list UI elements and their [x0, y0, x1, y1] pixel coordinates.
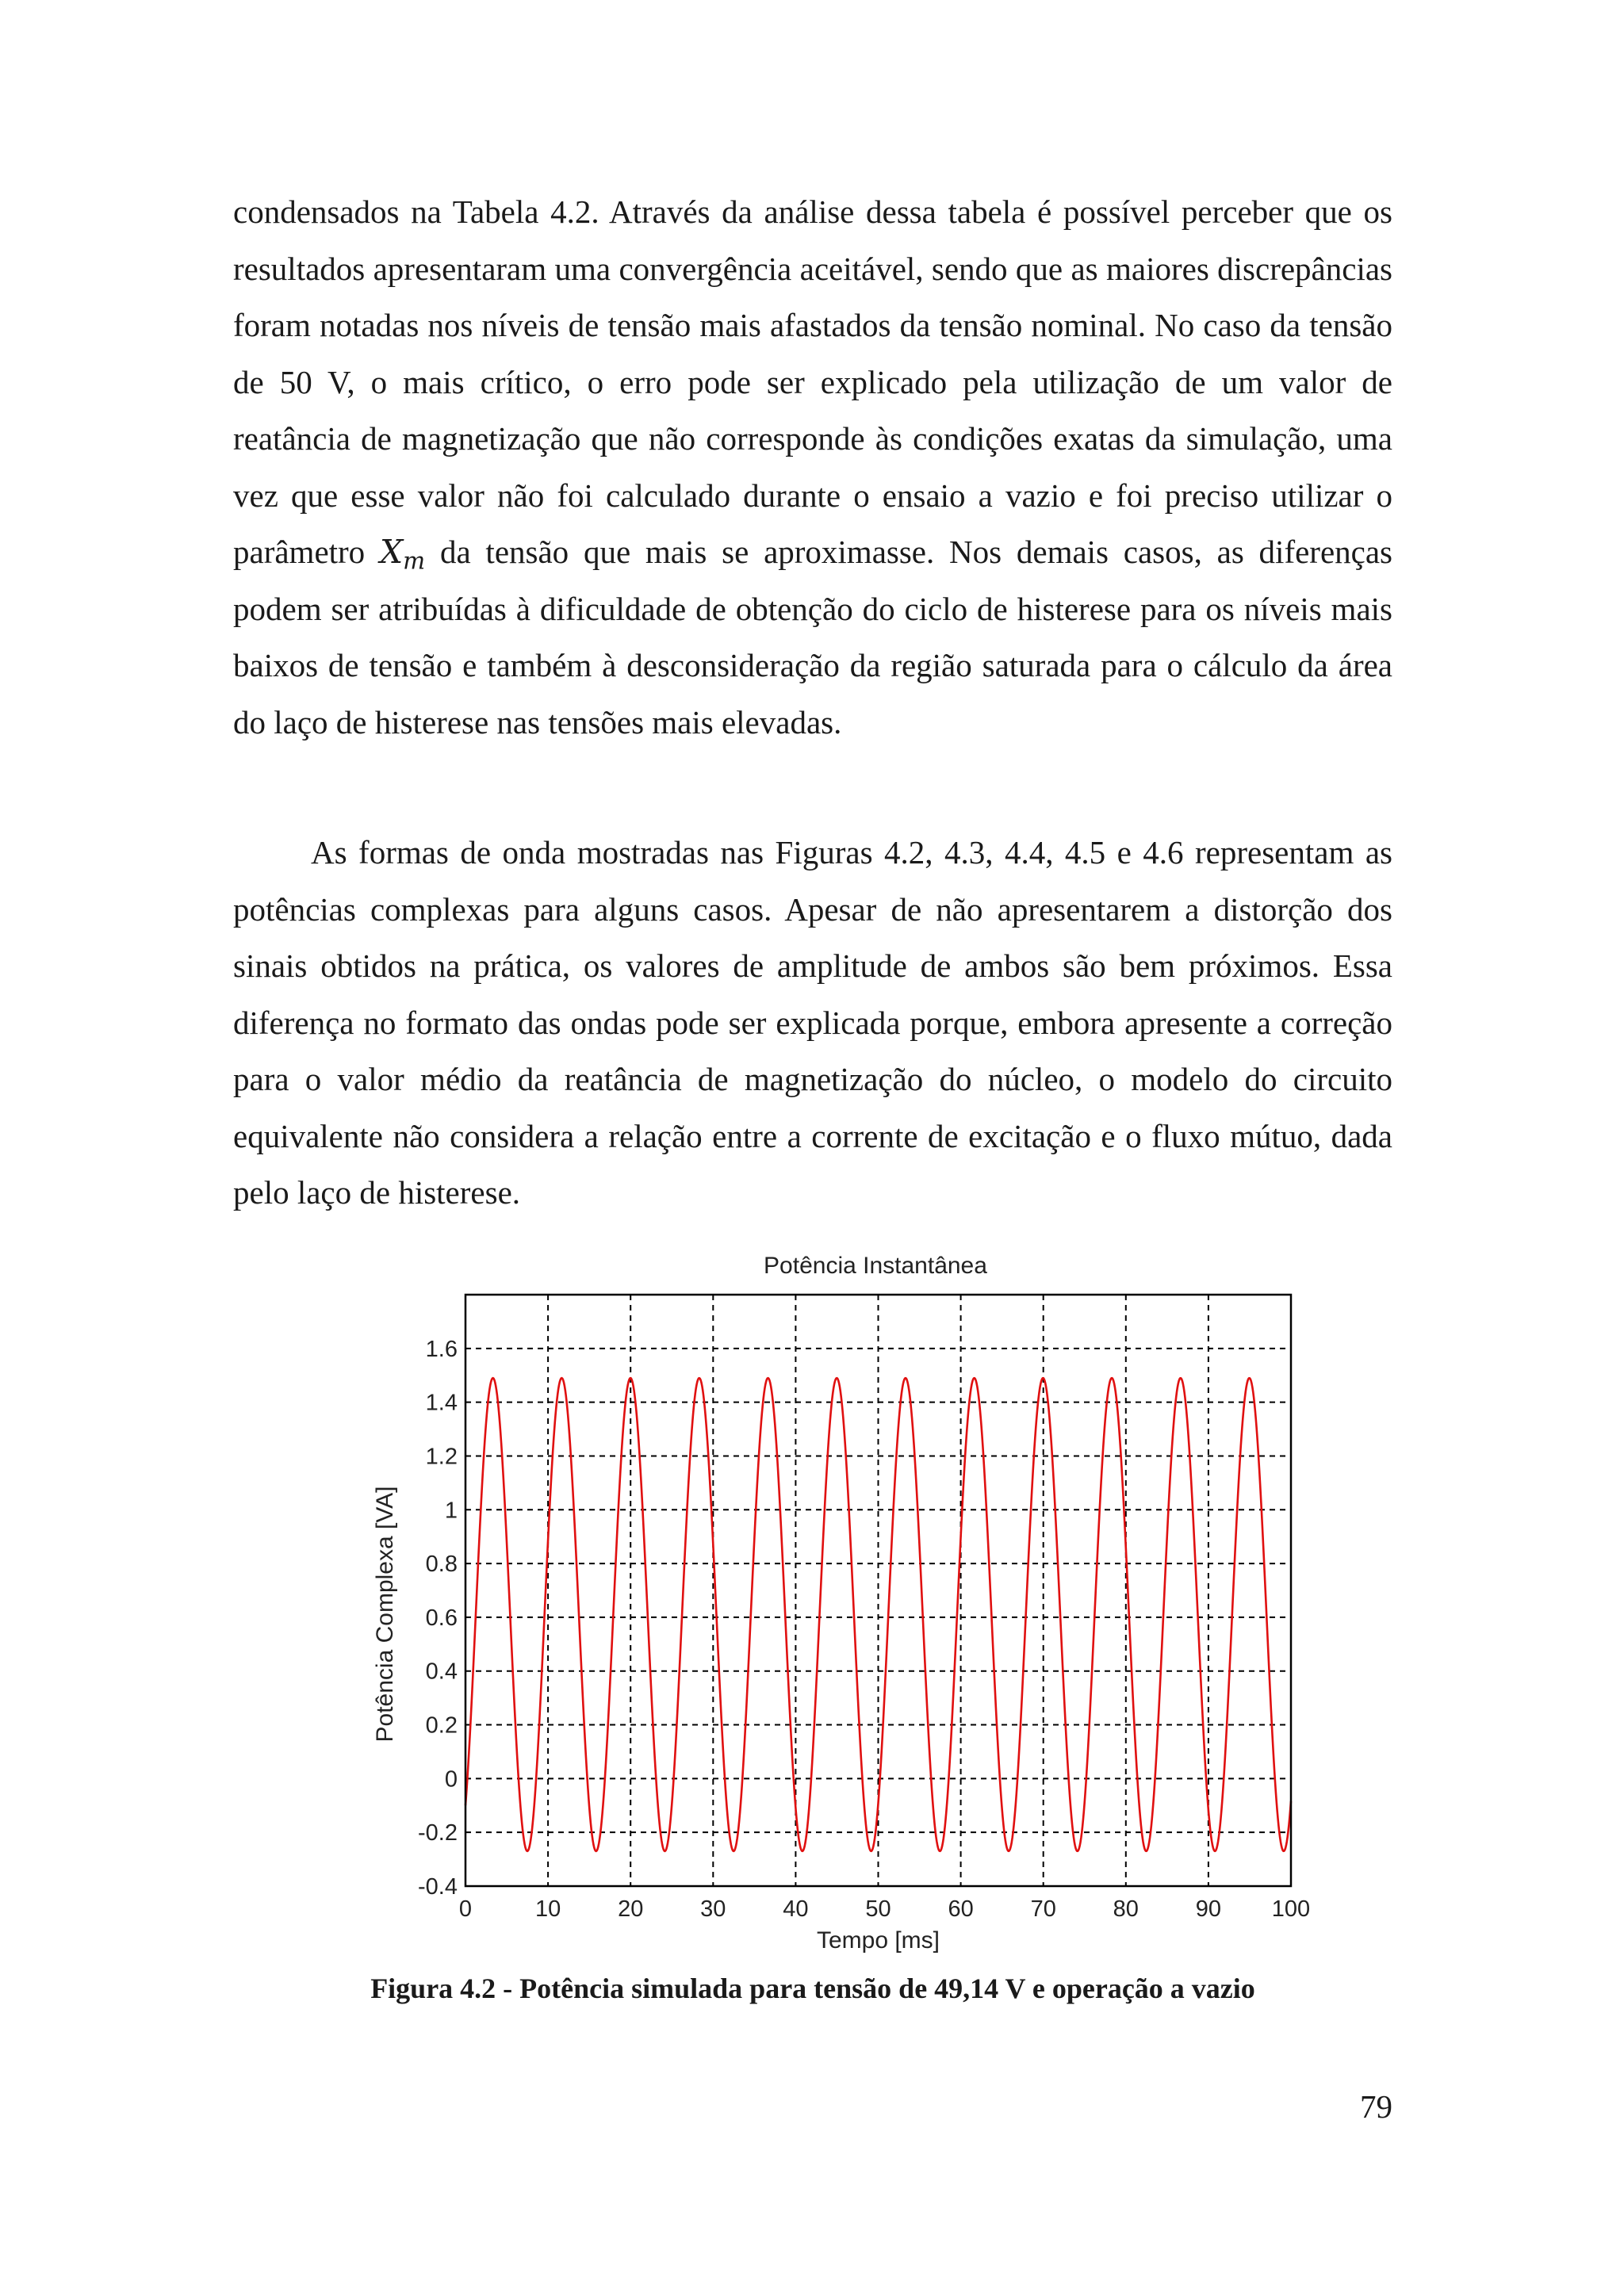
figure-caption: Figura 4.2 - Potência simulada para tensão de 49,14 V e operação a vazio — [370, 1973, 1255, 2004]
x-tick-label: 0 — [458, 1896, 473, 1922]
paragraph-1-part-1: condensados na Tabela 4.2. Através da análise dessa tabela é possível perceber que os resultados apresentaram uma convergência aceitável, sendo que as maiores discrepâncias foram notadas nos níveis de tensão mais afastados da tensão nominal. No caso da tensão de 50 V, o mais crítico, o erro pode ser explicado pela utilização de um valor de reatância de magnetização que não corresponde às condições exatas da simulação, uma vez que esse valor não foi calculado durante o ensaio a vazio e foi preciso utilizar o parâmetro — [233, 193, 1392, 570]
x-tick-label: 70 — [1030, 1896, 1056, 1922]
x-tick-label: 20 — [618, 1896, 644, 1922]
y-tick-label: 1.2 — [425, 1444, 458, 1470]
y-tick-label: 0 — [444, 1766, 458, 1793]
y-tick-label: -0.2 — [418, 1820, 458, 1846]
x-tick-label: 30 — [700, 1896, 726, 1922]
x-tick-label: 10 — [534, 1896, 561, 1922]
y-tick-label: 0.4 — [425, 1659, 458, 1685]
figure-chart — [349, 1237, 1324, 1974]
y-tick-label: 0.6 — [425, 1605, 458, 1631]
x-tick-label: 90 — [1195, 1896, 1222, 1922]
y-tick-label: 1.6 — [425, 1336, 458, 1362]
x-tick-label: 50 — [865, 1896, 891, 1922]
math-symbol-xm: $X_m$ — [379, 533, 426, 575]
paragraph-1-part-2: da tensão que mais se aproximasse. Nos demais casos, as diferenças podem ser atribuídas à dificuldade de obtenção do ciclo de histerese para os níveis mais baixos de tensão e também à desconsideração da região saturada para o cálculo da área do laço de histerese nas tensões mais elevadas. — [233, 534, 1392, 740]
x-tick-label: 60 — [948, 1896, 974, 1922]
y-axis-label: Potência Complexa [VA] — [372, 1486, 398, 1743]
x-tick-label: 100 — [1271, 1896, 1311, 1922]
x-axis-label: Tempo [ms] — [816, 1927, 940, 1954]
y-tick-label: -0.4 — [418, 1874, 458, 1900]
y-tick-label: 0.2 — [425, 1712, 458, 1739]
y-tick-label: 1 — [444, 1498, 458, 1524]
chart-ticks — [418, 1337, 1310, 1922]
power-chart — [349, 1237, 1324, 1974]
x-tick-label: 80 — [1113, 1896, 1139, 1922]
paragraph-2-text: As formas de onda mostradas nas Figuras 4.2, 4.3, 4.4, 4.5 e 4.6 representam as potências complexas para alguns casos. Apesar de não apresentarem a distorção dos sinais obtidos na prática, os valores de amplitude de ambos são bem próximos. Essa diferença no formato das ondas pode ser explicada porque, embora apresente a correção para o valor médio da reatância de magnetização do núcleo, o modelo do circuito equivalente não considera a relação entre a corrente de excitação e o fluxo mútuo, dada pelo laço de histerese. — [233, 834, 1392, 1211]
chart-title: Potência Instantânea — [764, 1253, 987, 1279]
paragraph-2 — [233, 825, 1392, 1222]
x-tick-label: 40 — [783, 1896, 809, 1922]
y-tick-label: 1.4 — [425, 1390, 458, 1416]
paragraph-1 — [233, 184, 1392, 751]
y-tick-label: 0.8 — [425, 1552, 458, 1578]
page-number: 79 — [1360, 2088, 1392, 2125]
